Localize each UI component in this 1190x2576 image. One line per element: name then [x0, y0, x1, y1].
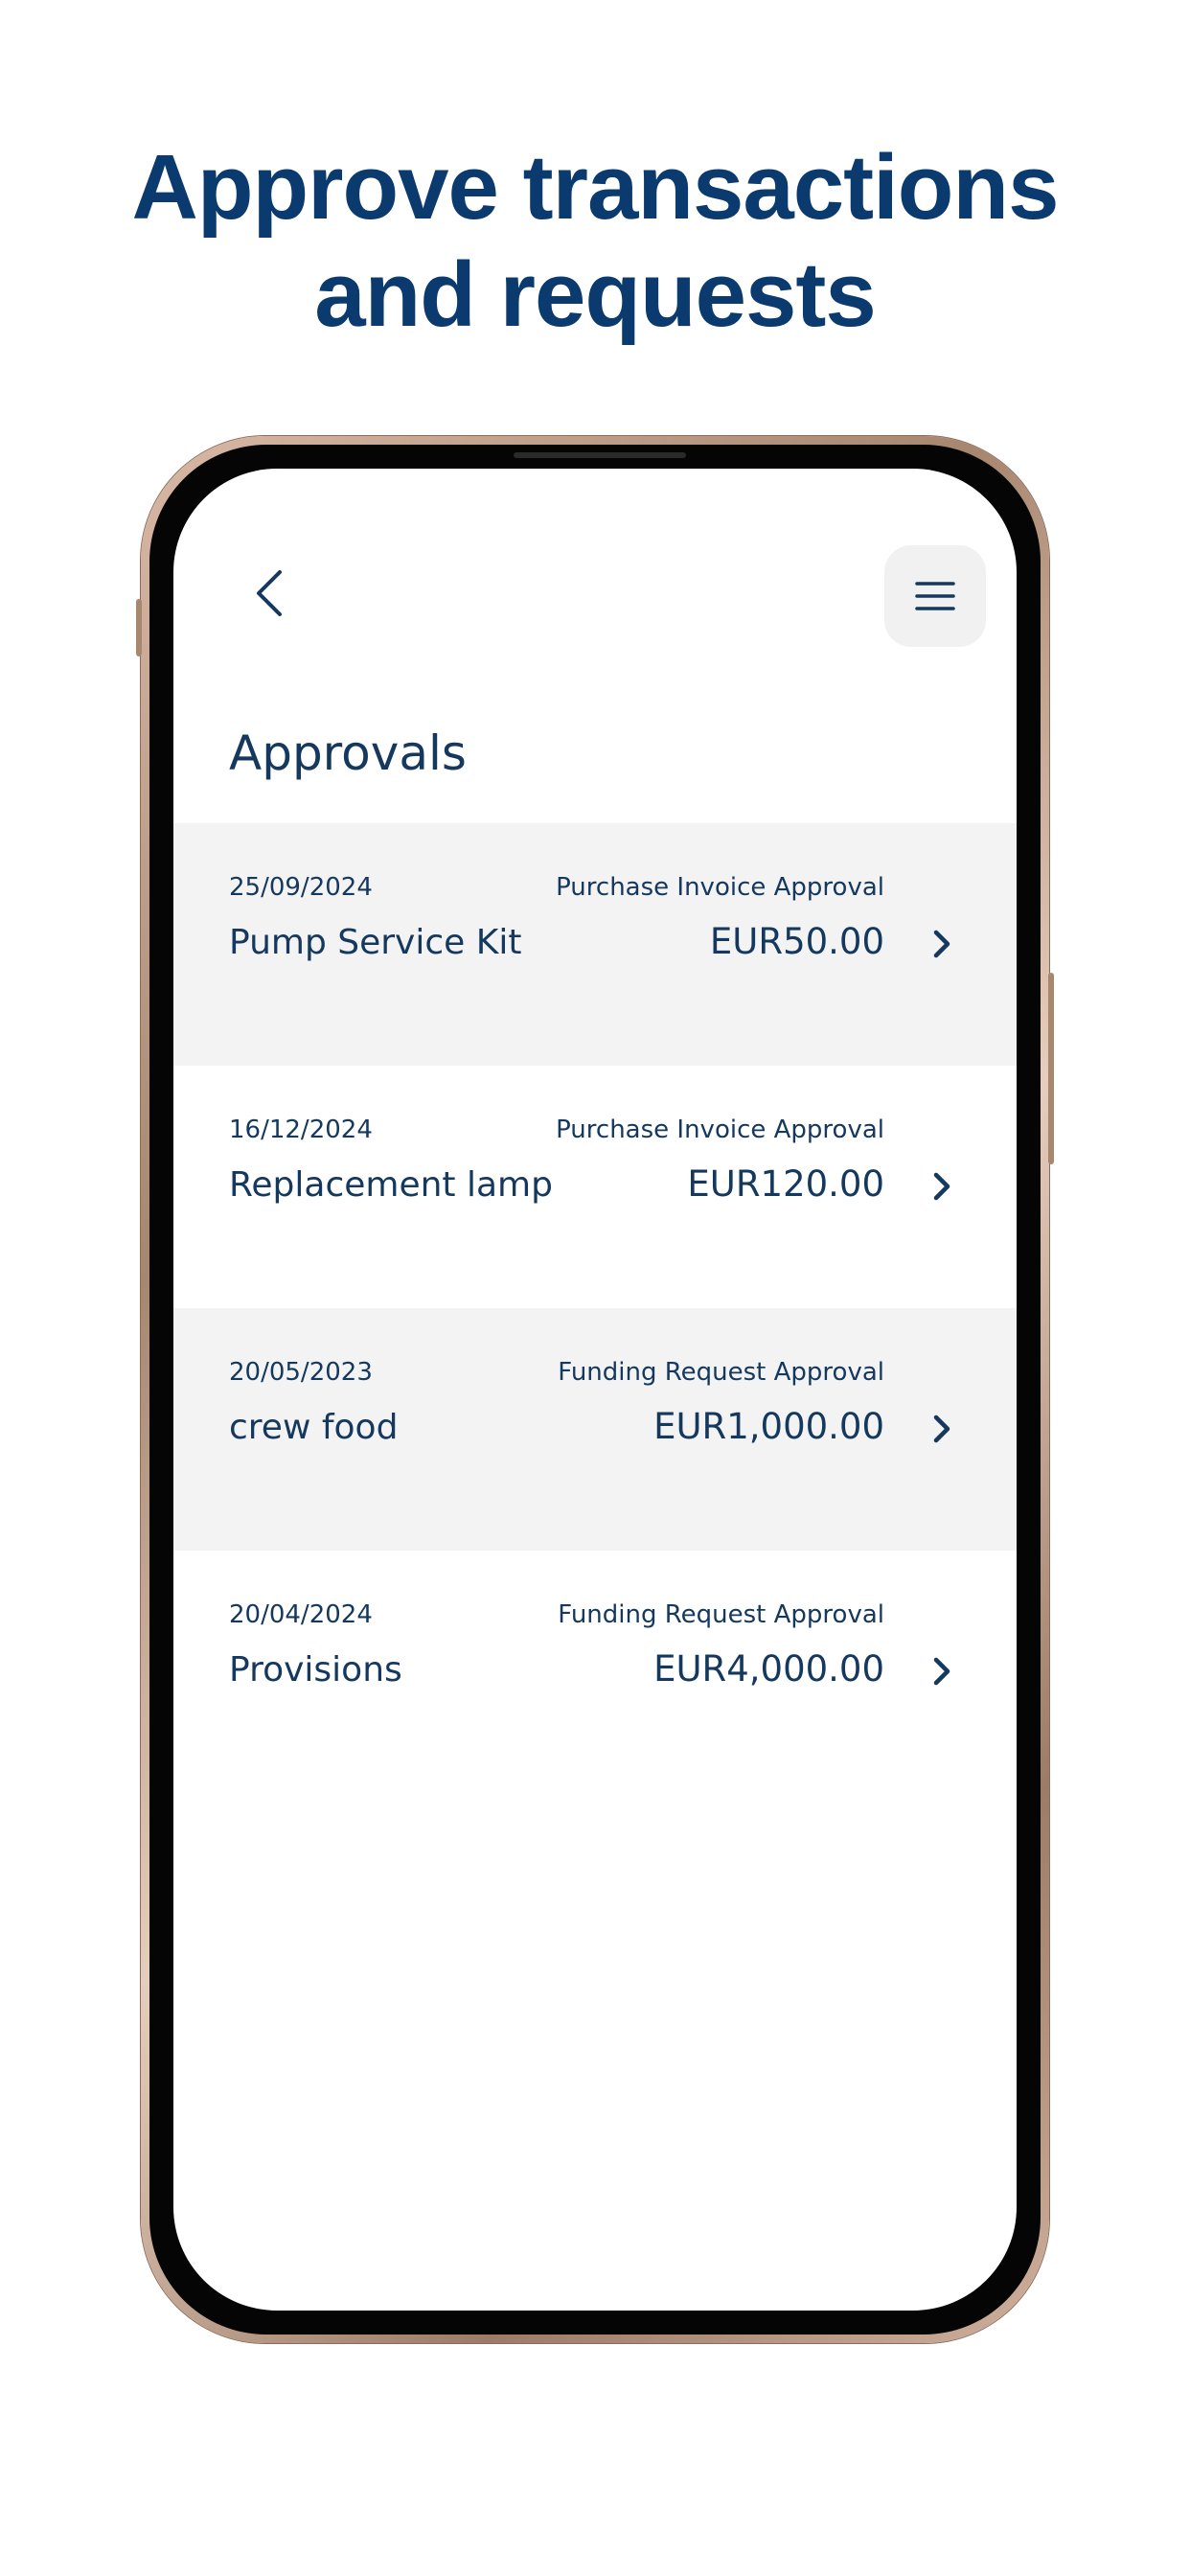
- approval-amount: EUR120.00: [687, 1163, 884, 1205]
- approval-type: Funding Request Approval: [558, 1358, 884, 1387]
- chevron-right-icon: [923, 1408, 961, 1450]
- back-button[interactable]: [231, 555, 308, 632]
- approval-type: Purchase Invoice Approval: [556, 873, 884, 902]
- approval-name: Replacement lamp: [229, 1165, 553, 1205]
- chevron-right-icon: [923, 923, 961, 965]
- chevron-right-icon: [923, 1165, 961, 1208]
- phone-bezel: [149, 445, 1041, 2334]
- phone-frame: [141, 436, 1049, 2343]
- approval-amount: EUR50.00: [709, 921, 884, 962]
- headline-line-1: Approve transactions: [131, 136, 1059, 239]
- side-button: [136, 599, 142, 656]
- approval-name: Provisions: [229, 1650, 402, 1690]
- approval-amount: EUR4,000.00: [653, 1648, 884, 1690]
- approval-date: 20/04/2024: [229, 1600, 373, 1629]
- app-screen: [173, 469, 1017, 2311]
- headline-line-2: and requests: [314, 243, 876, 346]
- approval-name: crew food: [229, 1408, 399, 1447]
- menu-button[interactable]: [884, 545, 986, 647]
- approval-row[interactable]: [173, 1066, 1017, 1308]
- approval-row[interactable]: [173, 1551, 1017, 1793]
- approval-row[interactable]: [173, 823, 1017, 1066]
- approval-row[interactable]: [173, 1308, 1017, 1551]
- headline: [0, 134, 1190, 349]
- approval-date: 25/09/2024: [229, 873, 373, 902]
- hamburger-menu-icon: [914, 580, 956, 612]
- page-title: Approvals: [229, 725, 467, 781]
- approval-name: Pump Service Kit: [229, 923, 522, 962]
- approval-type: Funding Request Approval: [558, 1600, 884, 1629]
- side-button: [1048, 973, 1054, 1164]
- chevron-left-icon: [253, 568, 286, 618]
- approval-date: 20/05/2023: [229, 1358, 373, 1387]
- approval-type: Purchase Invoice Approval: [556, 1116, 884, 1144]
- approval-date: 16/12/2024: [229, 1116, 373, 1144]
- chevron-right-icon: [923, 1650, 961, 1692]
- approval-amount: EUR1,000.00: [653, 1406, 884, 1447]
- approvals-list: [173, 823, 1017, 1793]
- speaker-grille: [514, 452, 686, 458]
